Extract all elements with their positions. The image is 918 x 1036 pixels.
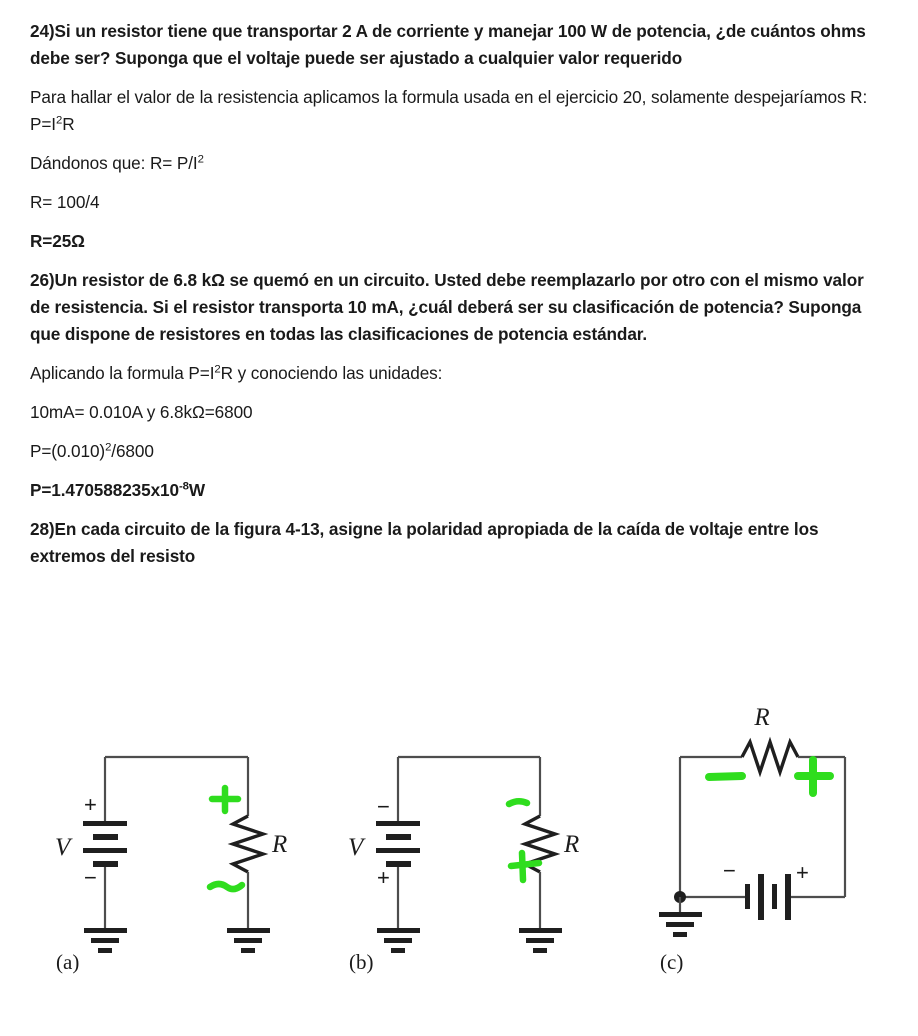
source-minus-c: − (723, 858, 736, 883)
paragraph-q24: 24)Si un resistor tiene que transportar 2 A de corriente y manejar 100 W de potencia, ¿de cuántos ohms debe ser? Suponga que el voltaje puede ser ajustado a cualquier valor requerido (30, 21, 866, 68)
battery-symbol-c (745, 874, 791, 920)
annotation-plus-a (212, 788, 238, 811)
resistor-label-b: R (564, 831, 580, 858)
figure-4-13 (0, 700, 918, 1000)
paragraph-a26-3: $P=(0.010)^2/6800$ (30, 441, 154, 461)
paragraph-q26: 26)Un resistor de 6.8 kΩ se quemó en un circuito. Usted debe reemplazarlo por otro con el mismo valor de resistencia. Si el resistor transporta 10 mA, ¿cuál deberá ser su clasificación de potencia? Suponga que dispone de resistores en todas las clasificaciones de potencia estándar. (30, 270, 864, 344)
paragraph-a24-4: R=25Ω (30, 231, 85, 251)
circuit-a (55, 757, 287, 953)
paragraph-a26-2: 10mA= 0.010A y 6.8kΩ=6800 (30, 402, 253, 422)
annotation-plus-b (511, 853, 539, 880)
source-plus-a: + (84, 792, 97, 817)
source-label-a: V (55, 834, 71, 861)
annotation-minus-a (210, 884, 242, 889)
paragraph-a26-4: $P=1.470588235x10^{-8}W$ (30, 480, 205, 500)
resistor-label-a: R (272, 831, 288, 858)
battery-symbol-a (83, 821, 127, 867)
caption-b: (b) (349, 950, 374, 974)
battery-symbol-b (376, 821, 420, 867)
ground-symbol-a-left (84, 928, 127, 953)
source-label-b: V (348, 834, 364, 861)
source-minus-a: − (84, 865, 97, 890)
ground-symbol-c (659, 912, 702, 937)
text-content-block (30, 18, 878, 582)
ground-symbol-b-left (377, 928, 420, 953)
ground-symbol-a-right (227, 928, 270, 953)
caption-a: (a) (56, 950, 80, 974)
source-plus-c: + (796, 860, 809, 885)
paragraph-a24-2: Dándonos que: $R= P/I^2$ (30, 153, 204, 173)
paragraph-a26-1: Aplicando la formula $P=I^2R$ y conociendo las unidades: (30, 363, 443, 383)
resistor-label-c: R (754, 704, 770, 731)
circuit-c (659, 704, 845, 937)
paragraph-q28: 28)En cada circuito de la figura 4-13, asigne la polaridad apropiada de la caída de voltaje entre los extremos del resisto (30, 519, 819, 566)
paragraph-a24-3: R= 100/4 (30, 192, 100, 212)
caption-c: (c) (660, 950, 684, 974)
resistor-symbol-c (742, 742, 798, 772)
source-plus-b: + (377, 865, 390, 890)
resistor-symbol-a (233, 816, 263, 872)
annotation-plus-c (798, 760, 830, 793)
ground-symbol-b-right (519, 928, 562, 953)
source-minus-b: − (377, 794, 390, 819)
annotation-minus-b (509, 801, 527, 804)
paragraph-a24-1: Para hallar el valor de la resistencia aplicamos la formula usada en el ejercicio 20, solamente despejaríamos R: $P=I^2R$ (30, 87, 868, 134)
annotation-minus-c (709, 776, 742, 777)
circuits-svg (0, 700, 918, 1000)
circuit-b (348, 757, 579, 953)
